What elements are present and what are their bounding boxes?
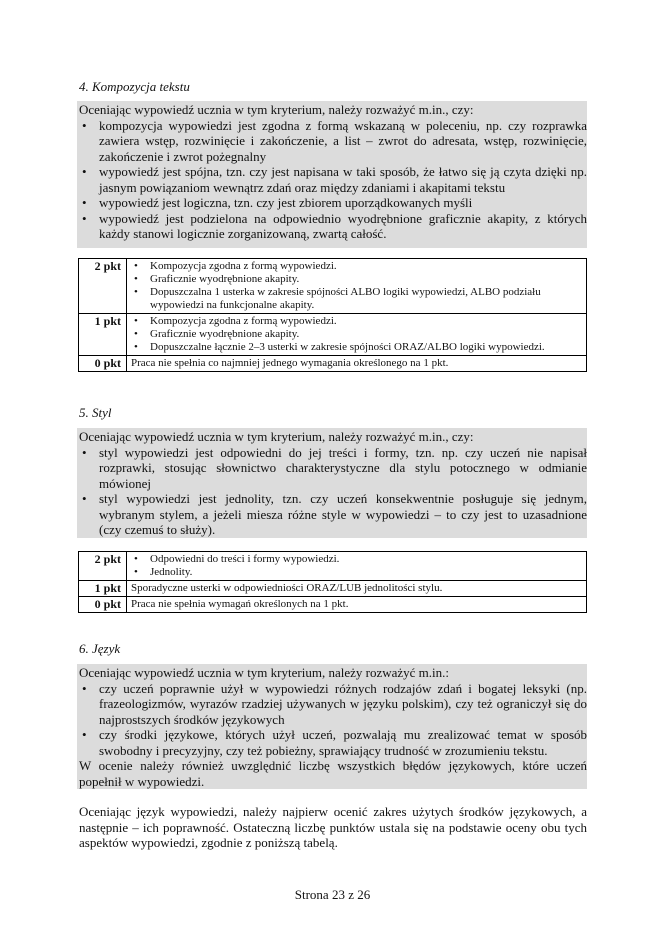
section-5-bullet: • styl wypowiedzi jest jednolity, tzn. czy uczeń konsekwentnie posługuje się jednym, wybranym stylem, a jeżeli miesza różne style w wypowiedzi – to czy jest to uzasadnione (czy czemuś to służy). — [79, 491, 587, 538]
criteria-item: • Graficznie wyodrębnione akapity. — [131, 273, 582, 286]
section-5-criteria — [79, 429, 587, 538]
criteria-cell — [127, 552, 587, 581]
page-number-footer: Strona 23 z 26 — [294, 887, 371, 902]
criteria-cell: Praca nie spełnia wymagań określonych na 1 pkt. — [127, 597, 587, 613]
section-6-bullet: • czy uczeń poprawnie użył w wypowiedzi różnych rodzajów zdań i bogatej leksyki (np. frazeologizmów, wyrazów rzadziej używanych w języku polskim), czy też ograniczył się do najprostszych środków językowych — [79, 681, 587, 728]
points-cell: 1 pkt — [79, 314, 127, 356]
criteria-cell — [127, 314, 587, 356]
criteria-cell: Praca nie spełnia co najmniej jednego wymagania określonego na 1 pkt. — [127, 356, 587, 372]
section-4-score-table — [78, 258, 587, 372]
section-6-heading: 6. Język — [79, 641, 121, 656]
table-row — [79, 356, 587, 372]
section-6-criteria — [79, 665, 587, 789]
section-4-heading: 4. Kompozycja tekstu — [79, 79, 190, 94]
section-6-note: W ocenie należy również uwzględnić liczbę wszystkich błędów językowych, które uczeń popełnił w wypowiedzi. — [79, 758, 587, 789]
section-5-heading: 5. Styl — [79, 405, 112, 420]
section-5-score-table — [78, 551, 587, 613]
criteria-cell — [127, 259, 587, 314]
closing-text: Oceniając język wypowiedzi, należy najpierw ocenić zakres użytych środków językowych, a następnie – ich poprawność. Ostateczną liczbę punktów ustala się na podstawie oceny obu tych aspektów wypowiedzi, zgodnie z poniższą tabelą. — [79, 804, 587, 850]
section-5-bullet-list — [79, 445, 587, 538]
table-row — [79, 581, 587, 597]
section-4-criteria — [79, 102, 587, 242]
table-row — [79, 597, 587, 613]
criteria-item: • Odpowiedni do treści i formy wypowiedzi. — [131, 553, 582, 566]
section-4-bullet: • wypowiedź jest spójna, tzn. czy jest napisana w taki sposób, że łatwo się ją czyta dzięki np. jasnym powiązaniom wewnątrz zdań oraz między zdaniami i akapitami tekstu — [79, 164, 587, 195]
table-row — [79, 314, 587, 356]
criteria-item: • Kompozycja zgodna z formą wypowiedzi. — [131, 260, 582, 273]
section-5-intro: Oceniając wypowiedź ucznia w tym kryterium, należy rozważyć m.in., czy: — [79, 429, 474, 444]
section-4-bullet-list — [79, 118, 587, 242]
points-cell: 2 pkt — [79, 552, 127, 581]
points-cell: 0 pkt — [79, 597, 127, 613]
criteria-item: • Kompozycja zgodna z formą wypowiedzi. — [131, 315, 582, 328]
table-row — [79, 259, 587, 314]
table-row — [79, 552, 587, 581]
criteria-item: • Dopuszczalna 1 usterka w zakresie spójności ALBO logiki wypowiedzi, ALBO podziału wypowiedzi na funkcjonalne akapity. — [131, 286, 582, 312]
criteria-cell: Sporadyczne usterki w odpowiedniości ORAZ/LUB jednolitości stylu. — [127, 581, 587, 597]
criteria-item: • Graficznie wyodrębnione akapity. — [131, 328, 582, 341]
points-cell: 1 pkt — [79, 581, 127, 597]
section-6-bullet-list — [79, 681, 587, 759]
section-5-bullet: • styl wypowiedzi jest odpowiedni do jej treści i formy, tzn. np. czy uczeń nie napisał rozprawki, stosując słownictwo charakterystyczne dla stylu potocznego w odmianie mówionej — [79, 445, 587, 492]
points-cell: 2 pkt — [79, 259, 127, 314]
points-cell: 0 pkt — [79, 356, 127, 372]
section-6-bullet: • czy środki językowe, których użył uczeń, pozwalają mu zrealizować temat w sposób swobodny i precyzyjny, czy też pobieżny, sprawiający trudność w zrozumieniu tekstu. — [79, 727, 587, 758]
section-4-bullet: • wypowiedź jest logiczna, tzn. czy jest zbiorem uporządkowanych myśli — [79, 195, 587, 211]
section-6-intro: Oceniając wypowiedź ucznia w tym kryterium, należy rozważyć m.in.: — [79, 665, 449, 680]
section-6-closing-paragraph — [79, 804, 587, 851]
section-4-bullet: • kompozycja wypowiedzi jest zgodna z formą wskazaną w poleceniu, np. czy rozprawka zawiera wstęp, rozwinięcie i zakończenie, a list – zwrot do adresata, wstęp, rozwinięcie, zakończenie i zwrot pożegnalny — [79, 118, 587, 165]
section-4-intro: Oceniając wypowiedź ucznia w tym kryterium, należy rozważyć m.in., czy: — [79, 102, 474, 117]
criteria-item: • Dopuszczalne łącznie 2–3 usterki w zakresie spójności ORAZ/ALBO logiki wypowiedzi. — [131, 341, 582, 354]
section-4-bullet: • wypowiedź jest podzielona na odpowiednio wyodrębnione graficznie akapity, z których każdy stanowi logicznie zorganizowaną, zwartą całość. — [79, 211, 587, 242]
criteria-item: • Jednolity. — [131, 566, 582, 579]
